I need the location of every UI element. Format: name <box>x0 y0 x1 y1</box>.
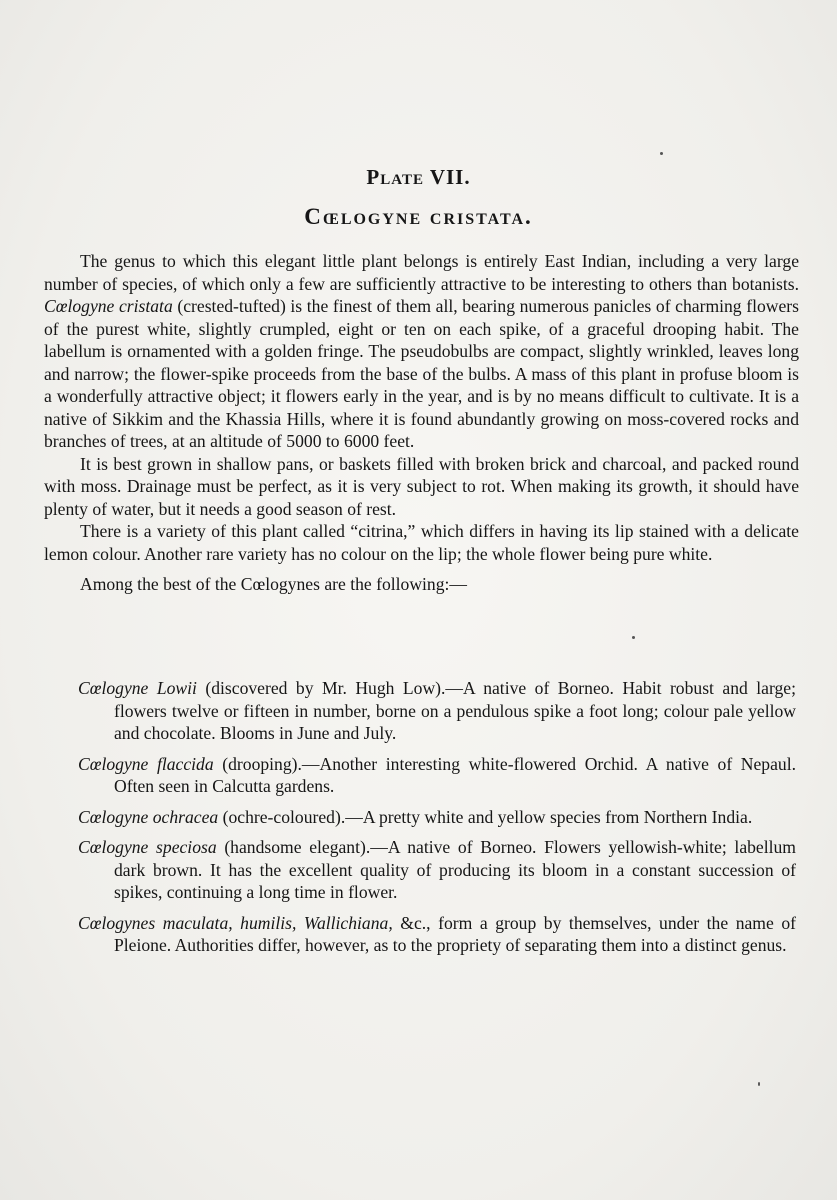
paragraph <box>44 453 799 521</box>
species-name: Cœlogynes maculata, humilis, Wallichiana, <box>78 912 393 933</box>
paragraph-text: (crested-tufted) is the finest of them all, bearing numerous panicles of charming flowers of the purest white, slightly crumpled, eight or ten on each spike, of a graceful drooping habit. The labellum is ornamented with a golden fringe. The pseudobulbs are compact, slightly wrinkled, leaves long and narrow; the flower-spike proceeds from the base of the bulbs. A mass of this plant in profuse bloom is a wonderfully attractive object; it flowers early in the year, and is by no means difficult to cultivate. It is a native of Sikkim and the Khassia Hills, where it is found abundantly growing on moss-covered rocks and branches of trees, at an altitude of 5000 to 6000 feet. <box>44 296 799 451</box>
species-name: Cœlogyne speciosa <box>78 837 217 857</box>
species-description: &c., form a group by themselves, under the name of Pleione. Authorities differ, however, as to the propriety of separating them into a distinct genus. <box>114 912 796 955</box>
species-name: Cœlogyne ochracea <box>78 806 219 827</box>
list-intro <box>44 573 799 596</box>
list-item <box>78 806 796 829</box>
paragraph-text: There is a variety of this plant called “citrina,” which differs in having its lip stained with a delicate lemon colour. Another rare variety has no colour on the lip; the whole flower being pure white. <box>44 521 799 564</box>
list-item <box>78 677 796 745</box>
paragraph <box>44 520 799 565</box>
species-description: (drooping).—Another interesting white-flowered Orchid. A native of Nepaul. Often seen in Calcutta gardens. <box>114 753 796 796</box>
paper-speck <box>660 152 663 155</box>
species-description: (discovered by Mr. Hugh Low).—A native of Borneo. Habit robust and large; flowers twelve or fifteen in number, borne on a pendulous spike a foot long; colour pale yellow and chocolate. Blooms in June and July. <box>114 678 796 743</box>
paper-speck <box>632 636 635 639</box>
paper-speck <box>758 1082 760 1086</box>
species-name-italic: Cœlogyne cristata <box>44 296 173 316</box>
paragraph <box>44 250 799 453</box>
body-text <box>44 250 799 596</box>
species-list <box>78 677 796 965</box>
species-name: Cœlogyne Lowii <box>78 678 197 698</box>
species-name: Cœlogyne flaccida <box>78 753 214 774</box>
species-description: (handsome elegant).—A native of Borneo. Flowers yellowish-white; labellum dark brown. It has the excellent quality of producing its bloom in a constant succession of spikes, continuing a long time in flower. <box>114 837 796 902</box>
plate-label: Plate VII. <box>366 165 471 189</box>
species-description: (ochre-coloured).—A pretty white and yellow species from Northern India. <box>218 806 753 827</box>
list-item <box>78 836 796 904</box>
paragraph-text: The genus to which this elegant little plant belongs is entirely East Indian, including a very large number of species, of which only a few are sufficiently attractive to be interesting to others than botanists. <box>44 251 799 294</box>
paragraph-text: It is best grown in shallow pans, or baskets filled with broken brick and charcoal, and packed round with moss. Drainage must be perfect, as it is very subject to rot. When making its growth, it should have plenty of water, but it needs a good season of rest. <box>44 453 799 519</box>
list-item <box>78 753 796 798</box>
paragraph-text: Among the best of the Cœlogynes are the following:— <box>80 574 467 594</box>
list-item <box>78 912 796 957</box>
page-title: Cœlogyne cristata. <box>304 204 533 229</box>
